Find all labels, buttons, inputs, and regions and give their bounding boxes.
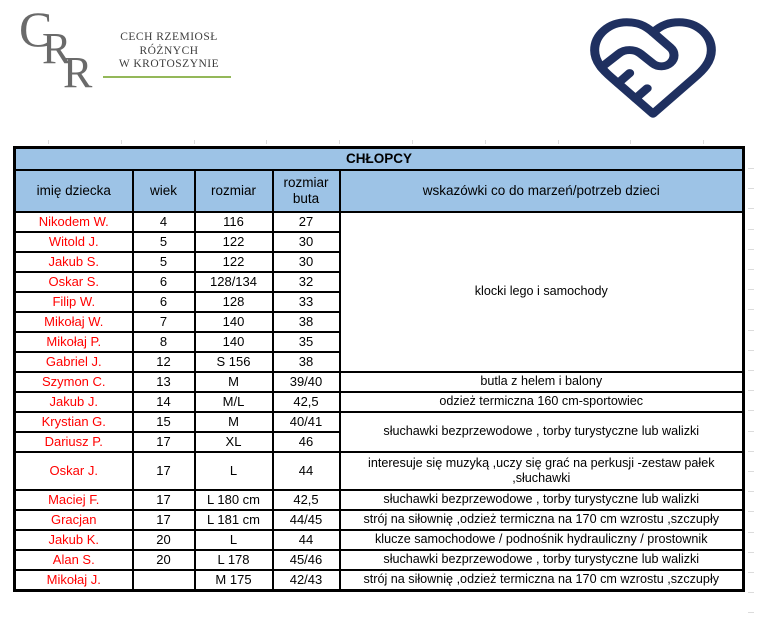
table-row [15,490,744,510]
cell-child-name: Nikodem W. [15,212,133,232]
gridline-tick [748,350,754,351]
table-row [15,212,744,232]
gridline-tick [703,140,704,144]
cell-child-name: Dariusz P. [15,432,133,452]
cell-size: M 175 [195,570,273,590]
cell-hints-merged: słuchawki bezprzewodowe , torby turystyczne lub walizki [340,412,744,452]
gridline-tick [748,511,754,512]
cell-hints: butla z helem i balony [340,372,744,392]
gridline-tick [630,140,631,144]
gridline-tick [485,140,486,144]
cell-hints: klucze samochodowe / podnośnik hydrauliczny / prostownik [340,530,744,550]
gridline-tick [748,431,754,432]
cell-shoe-size: 38 [273,352,340,372]
cell-child-name: Oskar J. [15,452,133,490]
cell-age: 4 [133,212,195,232]
cell-size: 116 [195,212,273,232]
cell-child-name: Alan S. [15,550,133,570]
cell-shoe-size: 30 [273,232,340,252]
cell-age: 5 [133,252,195,272]
cell-shoe-size: 35 [273,332,340,352]
cell-shoe-size: 44/45 [273,510,340,530]
cell-size: XL [195,432,273,452]
gridline-tick [266,140,267,144]
cell-child-name: Krystian G. [15,412,133,432]
cell-child-name: Filip W. [15,292,133,312]
gridline-tick [194,140,195,144]
cell-age: 20 [133,550,195,570]
gridline-tick [748,208,754,209]
cell-shoe-size: 42/43 [273,570,340,590]
cell-child-name: Mikołaj J. [15,570,133,590]
table-row [15,412,744,432]
gridline-tick [748,592,754,593]
cell-shoe-size: 44 [273,530,340,550]
gridline-tick [748,289,754,290]
gridline-tick [121,140,122,144]
cell-age: 20 [133,530,195,550]
gridline-tick [748,451,754,452]
cell-size: 128 [195,292,273,312]
heart-handshake-icon [583,7,723,134]
cell-age: 8 [133,332,195,352]
cell-child-name: Jakub S. [15,252,133,272]
cell-child-name: Jakub J. [15,392,133,412]
cell-shoe-size: 42,5 [273,392,340,412]
gridline-tick [748,612,754,613]
cell-age: 7 [133,312,195,332]
column-header-shoe-size: rozmiar buta [273,170,340,212]
cell-child-name: Mikołaj W. [15,312,133,332]
cell-size: M [195,412,273,432]
cell-age [133,570,195,590]
gridline-tick [412,140,413,144]
cell-size: 128/134 [195,272,273,292]
cell-child-name: Mikołaj P. [15,332,133,352]
cell-hints: odzież termiczna 160 cm-sportowiec [340,392,744,412]
cell-shoe-size: 27 [273,212,340,232]
gridline-tick [748,168,754,169]
table-row [15,372,744,392]
cell-child-name: Oskar S. [15,272,133,292]
table-row [15,530,744,550]
sheet-gridline-ticks-right [748,168,755,616]
cell-age: 14 [133,392,195,412]
column-header-name: imię dziecka [15,170,133,212]
gridline-tick [748,370,754,371]
gridline-tick [748,572,754,573]
sheet-gridline-ticks-top [13,140,742,144]
gridline-tick [748,471,754,472]
cell-age: 15 [133,412,195,432]
cell-shoe-size: 32 [273,272,340,292]
cell-age: 6 [133,272,195,292]
cell-size: 140 [195,312,273,332]
gridline-tick [748,309,754,310]
cell-shoe-size: 33 [273,292,340,312]
cell-hints: interesuje się muzyką ,uczy się grać na perkusji -zestaw pałek ,słuchawki [340,452,744,490]
cell-size: M [195,372,273,392]
cell-size: M/L [195,392,273,412]
column-header-age: wiek [133,170,195,212]
gridline-tick [748,249,754,250]
cell-child-name: Jakub K. [15,530,133,550]
cell-shoe-size: 40/41 [273,412,340,432]
cell-hints-merged: klocki lego i samochody [340,212,744,372]
cell-size: S 156 [195,352,273,372]
org-line: CECH RZEMIOSŁ [120,31,218,43]
table-row [15,452,744,490]
cell-hints: słuchawki bezprzewodowe , torby turystyczne lub walizki [340,490,744,510]
cell-hints: strój na siłownię ,odzież termiczna na 170 cm wzrostu ,szczupły [340,570,744,590]
cell-age: 13 [133,372,195,392]
cell-shoe-size: 39/40 [273,372,340,392]
cell-age: 17 [133,510,195,530]
cell-age: 12 [133,352,195,372]
gridline-tick [748,188,754,189]
boys-roster-table [13,146,745,592]
logo-underline [103,76,231,78]
cell-size: L 181 cm [195,510,273,530]
cell-hints: słuchawki bezprzewodowe , torby turystyczne lub walizki [340,550,744,570]
table-row [15,510,744,530]
cell-child-name: Witold J. [15,232,133,252]
cell-shoe-size: 46 [273,432,340,452]
cell-shoe-size: 44 [273,452,340,490]
org-line: RÓŻNYCH [139,44,199,57]
gridline-tick [748,410,754,411]
gridline-tick [558,140,559,144]
cell-size: L 178 [195,550,273,570]
cell-size: L [195,452,273,490]
cell-shoe-size: 45/46 [273,550,340,570]
gridline-tick [748,552,754,553]
org-line: W KROTOSZYNIE [118,58,220,70]
column-header-hints: wskazówki co do marzeń/potrzeb dzieci [340,170,744,212]
cell-age: 17 [133,432,195,452]
cell-age: 5 [133,232,195,252]
gridline-tick [339,140,340,144]
cell-shoe-size: 38 [273,312,340,332]
cell-age: 17 [133,452,195,490]
gridline-tick [748,330,754,331]
cell-age: 17 [133,490,195,510]
gridline-tick [748,390,754,391]
cell-age: 6 [133,292,195,312]
table-row [15,550,744,570]
cell-child-name: Szymon C. [15,372,133,392]
gridline-tick [748,532,754,533]
cell-hints: strój na siłownię ,odzież termiczna na 170 cm wzrostu ,szczupły [340,510,744,530]
monogram-letter: C [19,1,53,57]
monogram-letter: R [63,48,93,97]
cell-size: 140 [195,332,273,352]
table-title: CHŁOPCY [15,148,744,171]
gridline-tick [748,229,754,230]
monogram-letter: R [42,24,72,73]
cell-size: L 180 cm [195,490,273,510]
cell-child-name: Gabriel J. [15,352,133,372]
gridline-tick [748,491,754,492]
table-row [15,570,744,590]
cell-size: 122 [195,232,273,252]
cell-child-name: Maciej F. [15,490,133,510]
gridline-tick [748,269,754,270]
cell-size: 122 [195,252,273,272]
organization-name [99,31,239,72]
cell-shoe-size: 42,5 [273,490,340,510]
cell-shoe-size: 30 [273,252,340,272]
cell-size: L [195,530,273,550]
column-header-size: rozmiar [195,170,273,212]
gridline-tick [48,140,49,144]
table-row [15,392,744,412]
cell-child-name: Gracjan [15,510,133,530]
